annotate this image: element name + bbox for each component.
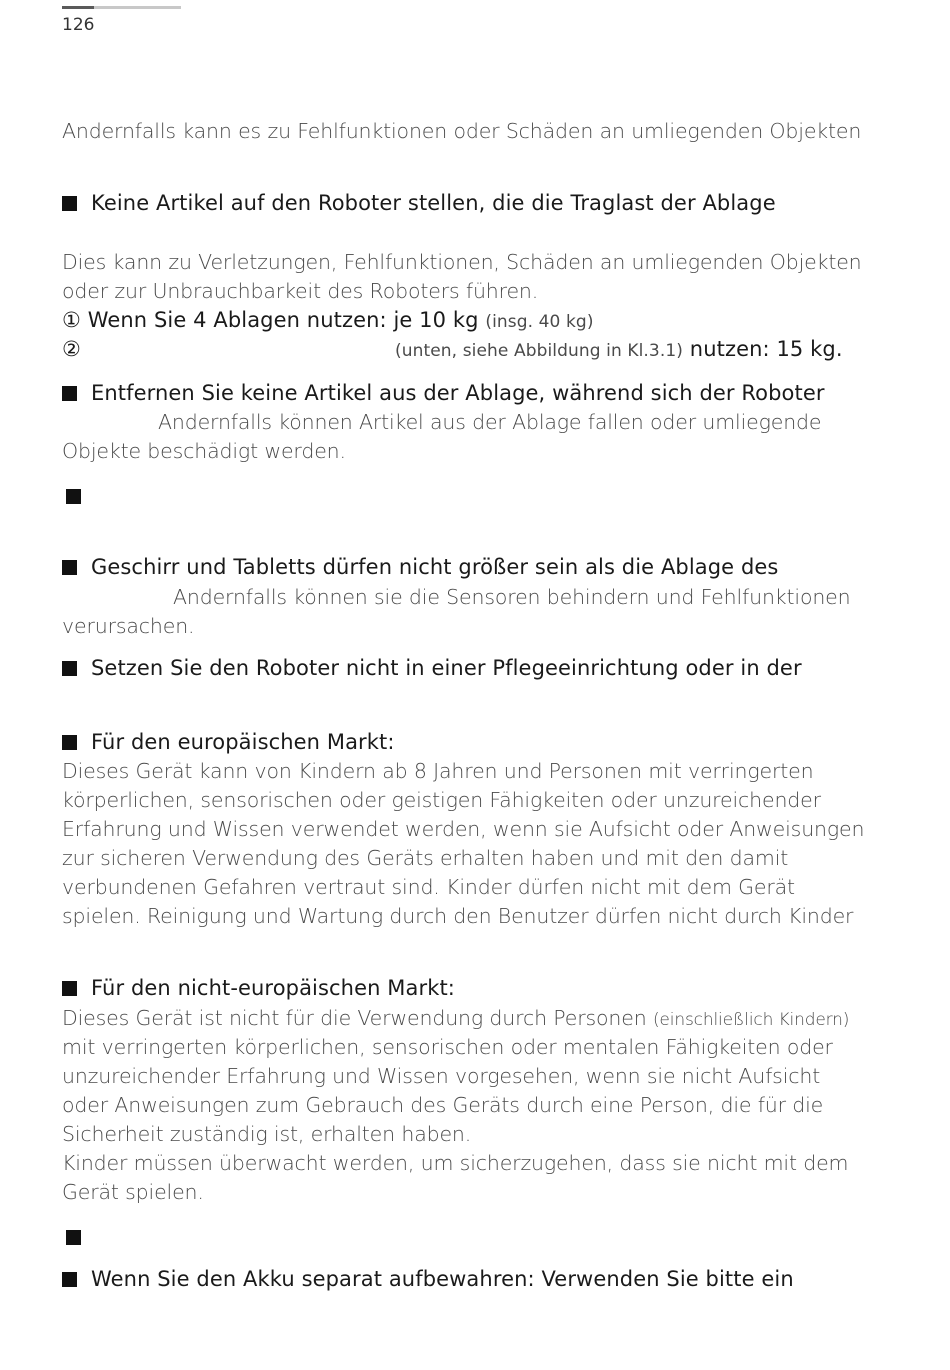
paragraph-line: Gerät spielen.: [62, 1180, 204, 1204]
paragraph-line: Erfahrung und Wissen verwendet werden, wenn sie Aufsicht oder Anweisungen: [62, 817, 865, 841]
heading-text: Für den nicht-europäischen Markt:: [91, 976, 455, 1000]
paragraph-note: (einschließlich Kindern): [652, 1010, 850, 1030]
paragraph-line: Kinder müssen überwacht werden, um sicherzugehen, dass sie nicht mit dem: [62, 1151, 849, 1175]
square-bullet-icon: [62, 661, 77, 676]
heading-text: Für den europäischen Markt:: [91, 730, 395, 754]
paragraph-line: [62, 1006, 849, 1030]
square-bullet-icon: [62, 560, 77, 575]
page-number: 126: [62, 15, 95, 35]
paragraph-line: Andernfalls können Artikel aus der Ablage fallen oder umliegende: [158, 410, 822, 434]
list-marker: ①: [62, 308, 81, 332]
paragraph-line: mit verringerten körperlichen, sensorischen oder mentalen Fähigkeiten oder: [62, 1035, 833, 1059]
square-bullet-icon: [62, 196, 77, 211]
section-heading: [62, 976, 455, 1000]
header-rule-accent: [62, 6, 94, 9]
section-heading: [62, 191, 776, 215]
square-bullet-icon: [62, 1272, 77, 1287]
heading-text: Keine Artikel auf den Roboter stellen, die die Traglast der Ablage: [91, 191, 776, 215]
square-bullet-icon: [62, 735, 77, 750]
square-bullet-icon: [62, 981, 77, 996]
list-item-note: (insg. 40 kg): [485, 312, 594, 332]
paragraph-line: Objekte beschädigt werden.: [62, 439, 346, 463]
list-item: [62, 308, 594, 332]
paragraph-text: Dieses Gerät ist nicht für die Verwendung durch Personen: [62, 1006, 647, 1030]
section-heading: [62, 1267, 794, 1291]
paragraph-line: Andernfalls können sie die Sensoren behindern und Fehlfunktionen: [173, 585, 851, 609]
paragraph-line: oder Anweisungen zum Gebrauch des Geräts durch eine Person, die für die: [62, 1093, 824, 1117]
paragraph-line: oder zur Unbrauchbarkeit des Roboters führen.: [62, 279, 539, 303]
heading-text: Entfernen Sie keine Artikel aus der Ablage, während sich der Roboter: [91, 381, 825, 405]
paragraph-line: verursachen.: [62, 614, 195, 638]
paragraph-line: körperlichen, sensorischen oder geistigen Fähigkeiten oder unzureichender: [62, 788, 821, 812]
intro-text: Andernfalls kann es zu Fehlfunktionen oder Schäden an umliegenden Objekten: [62, 119, 862, 143]
paragraph-line: verbundenen Gefahren vertraut sind. Kinder dürfen nicht mit dem Gerät: [62, 875, 795, 899]
section-heading: [62, 730, 395, 754]
paragraph-line: unzureichender Erfahrung und Wissen vorgesehen, wenn sie nicht Aufsicht: [62, 1064, 821, 1088]
list-item-text: Wenn Sie 4 Ablagen nutzen: je 10 kg: [87, 308, 479, 332]
square-bullet-icon: [62, 386, 77, 401]
square-bullet-icon: [66, 1230, 81, 1245]
list-item-note: (unten, siehe Abbildung in Kl.3.1): [395, 341, 684, 361]
heading-text: Wenn Sie den Akku separat aufbewahren: Verwenden Sie bitte ein: [91, 1267, 794, 1291]
section-heading: [62, 381, 825, 405]
list-item-marker-2: ②: [62, 337, 81, 361]
paragraph-line: spielen. Reinigung und Wartung durch den Benutzer dürfen nicht durch Kinder: [62, 904, 854, 928]
list-item-text: nutzen: 15 kg.: [689, 337, 843, 361]
heading-text: Setzen Sie den Roboter nicht in einer Pflegeeinrichtung oder in der: [91, 656, 802, 680]
paragraph-line: Dies kann zu Verletzungen, Fehlfunktionen, Schäden an umliegenden Objekten: [62, 250, 862, 274]
paragraph-line: zur sicheren Verwendung des Geräts erhalten haben und mit den damit: [62, 846, 789, 870]
paragraph-line: Sicherheit zuständig ist, erhalten haben.: [62, 1122, 472, 1146]
paragraph-line: Dieses Gerät kann von Kindern ab 8 Jahren und Personen mit verringerten: [62, 759, 814, 783]
list-item: [395, 337, 843, 361]
section-heading: [62, 555, 778, 579]
square-bullet-icon: [66, 489, 81, 504]
heading-text: Geschirr und Tabletts dürfen nicht größer sein als die Ablage des: [91, 555, 779, 579]
section-heading: [62, 656, 802, 680]
